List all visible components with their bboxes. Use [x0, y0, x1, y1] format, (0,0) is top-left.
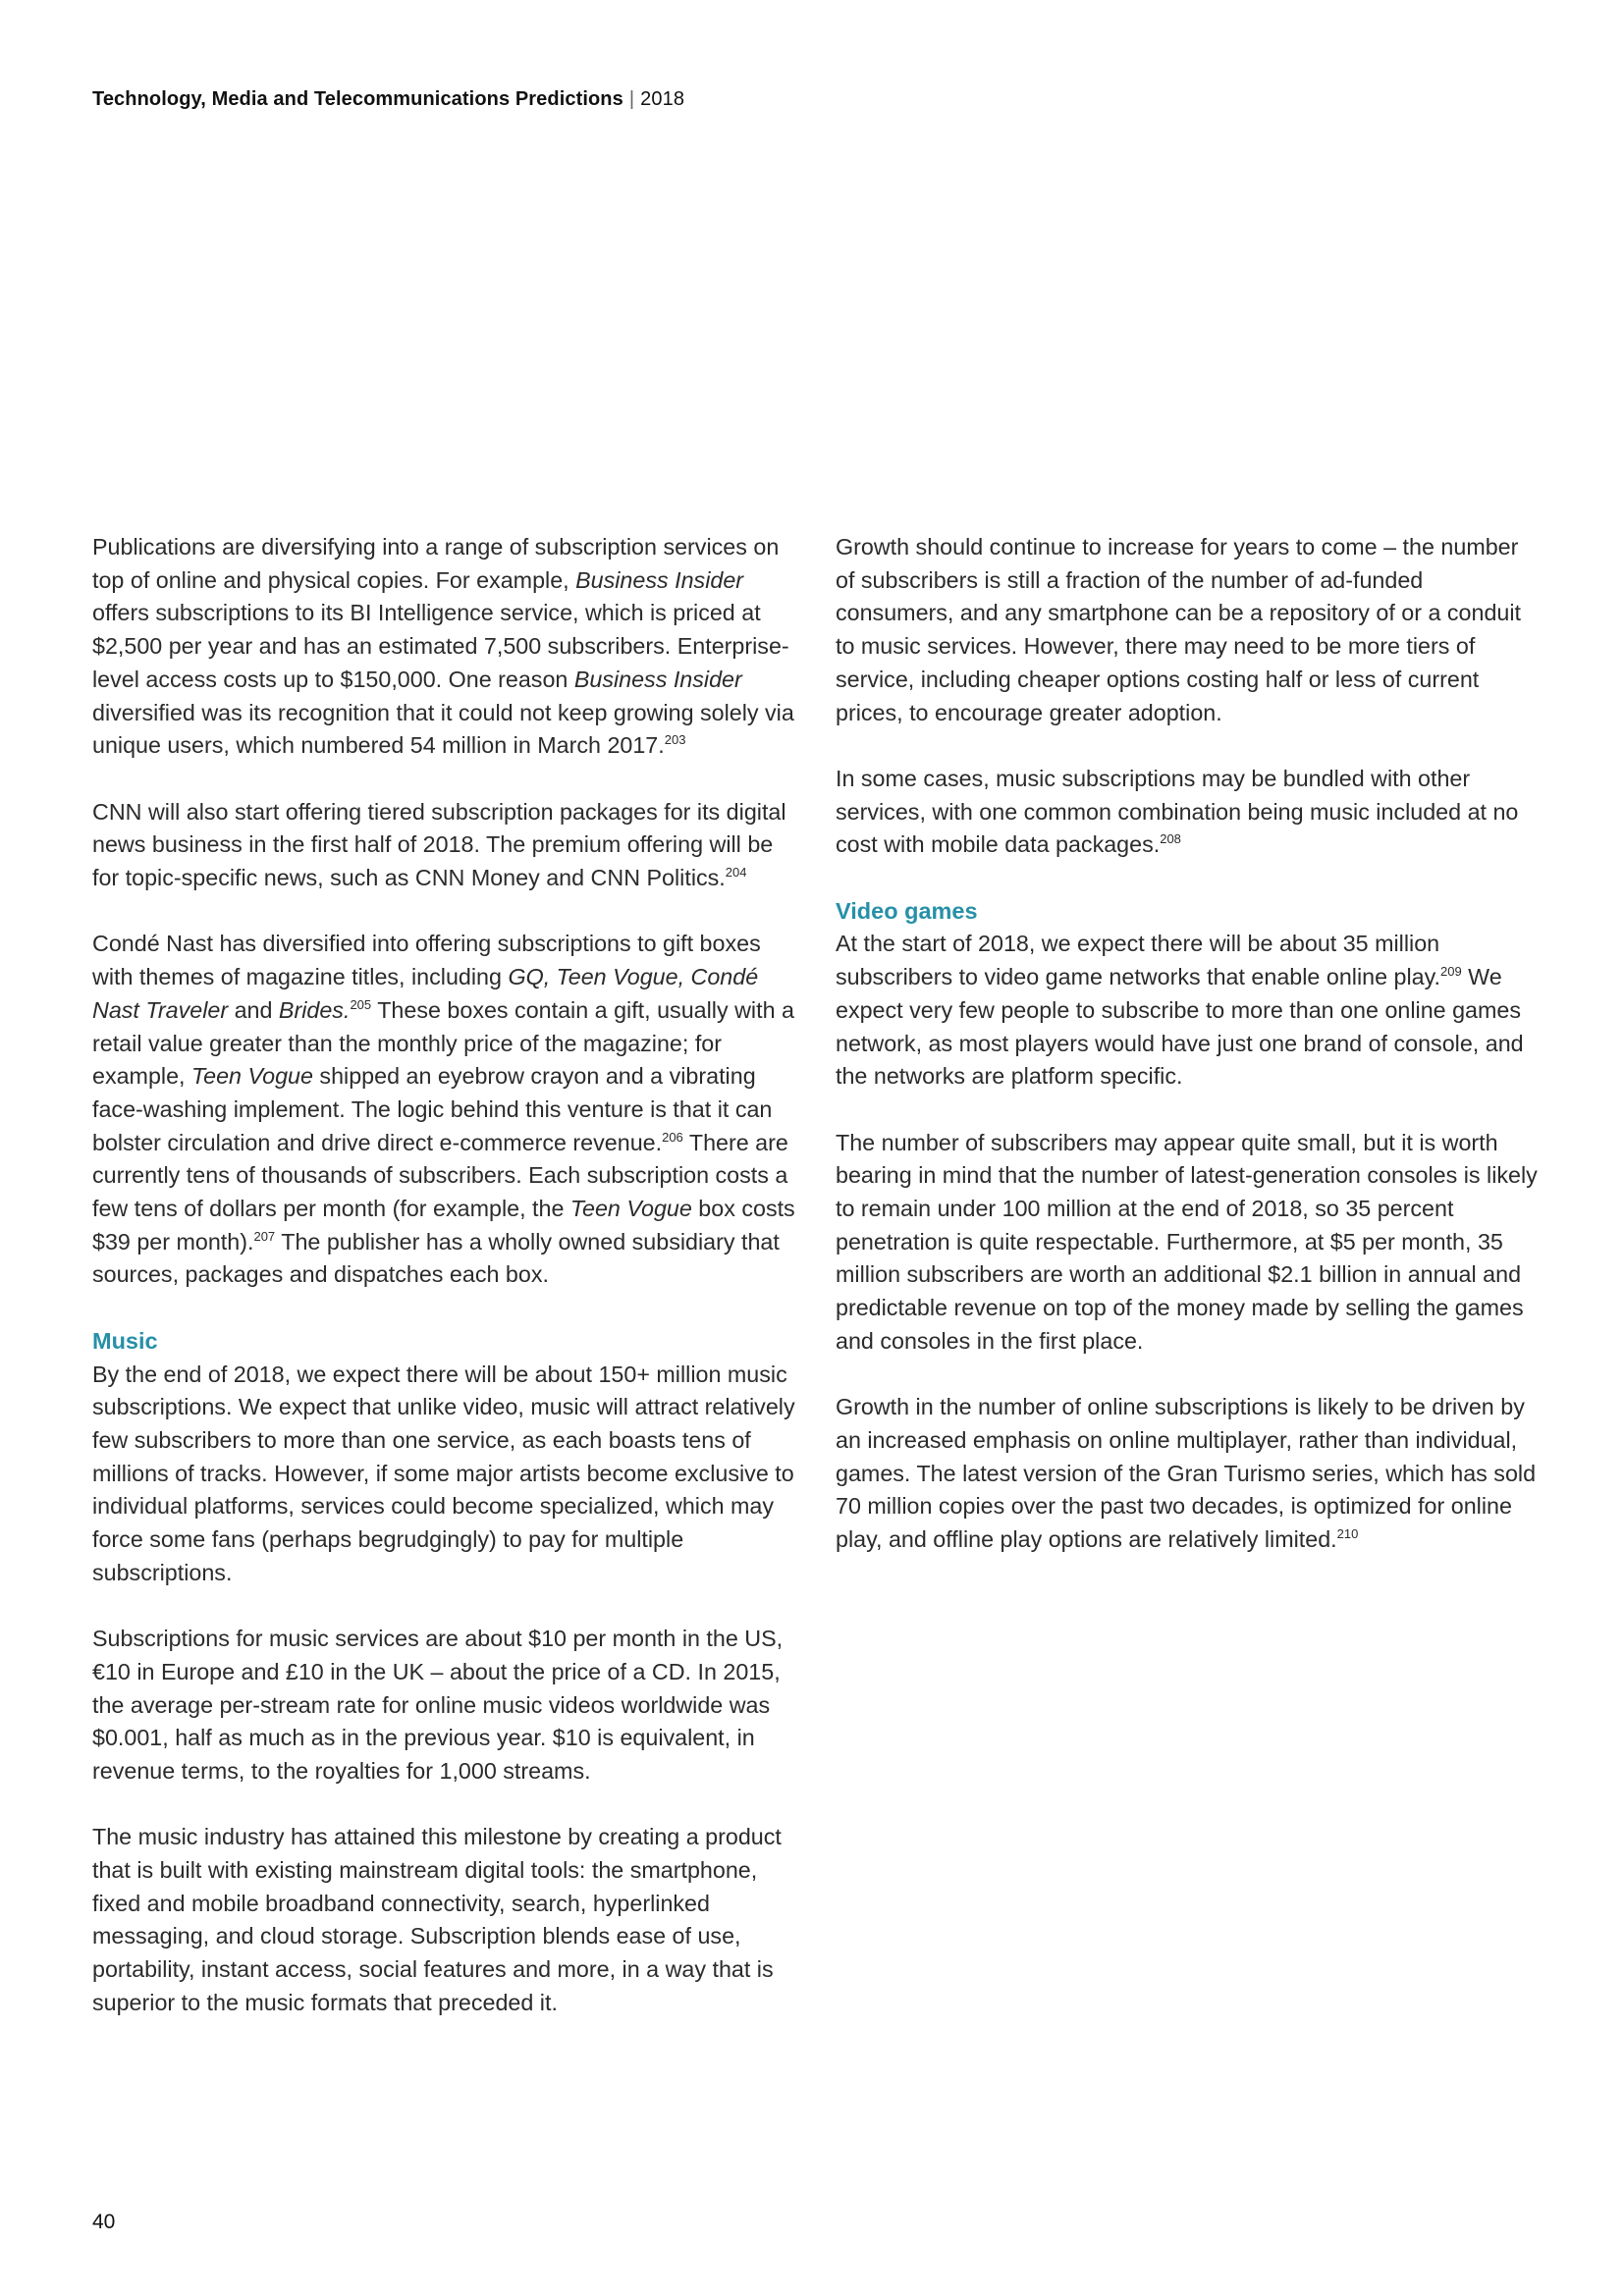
- text-run: The number of subscribers may appear quite small, but it is worth bearing in mind that the number of latest-generation consoles is likely to remain under 100 million at the end of 2018, so 35 percent penetration is quite respectable. Furthermore, at $5 per month, 35 million subscribers are worth an additional $2.1 billion in annual and predictable revenue on top of the money made by selling the games and consoles in the first place.: [836, 1129, 1538, 1354]
- footnote-ref: 203: [664, 732, 686, 748]
- footnote-ref: 207: [253, 1228, 276, 1244]
- text-run: Growth should continue to increase for years to come – the number of subscribers is still a fraction of the number of ad-funded consumers, and any smartphone can be a repository of or a conduit to music services. However, there may need to be more tiers of service, including cheaper options costing half or less of current prices, to encourage greater adoption.: [836, 534, 1522, 725]
- text-run: diversified was its recognition that it could not keep growing solely via unique users, which numbered 54 million in March 2017.: [92, 699, 794, 759]
- text-run: CNN will also start offering tiered subscription packages for its digital news business in the first half of 2018. The premium offering will be for topic-specific news, such as CNN Money and CNN Politics.: [92, 798, 786, 891]
- page-number: 40: [92, 2211, 116, 2233]
- text-run: box costs $39 per month).: [92, 1196, 795, 1255]
- footnote-ref: 208: [1160, 831, 1181, 847]
- paragraph-subscriber-numbers: [836, 1127, 1543, 1359]
- text-run: Growth in the number of online subscriptions is likely to be driven by an increased emphasis on online multiplayer, rather than individual, games. The latest version of the Gran Turismo series, which has sold 70 million copies over the past two decades, is optimized for online play, and offline play options are relatively limited.: [836, 1394, 1537, 1553]
- text-run: The publisher has a wholly owned subsidiary that sources, packages and dispatches each box.: [92, 1228, 780, 1288]
- section-heading-music: Music: [92, 1327, 158, 1354]
- paragraph-music-industry: [92, 1821, 799, 2019]
- right-column: [836, 531, 1543, 1589]
- text-run: Publications are diversifying into a range of subscription services on top of online and physical copies. For example,: [92, 534, 780, 593]
- footnote-ref: 206: [662, 1129, 683, 1145]
- footnote-ref: 205: [350, 996, 372, 1012]
- text-run: We expect very few people to subscribe to more than one online games network, as most players would have just one brand of console, and the networks are platform specific.: [836, 964, 1524, 1090]
- text-run: At the start of 2018, we expect there will be about 35 million subscribers to video game networks that enable online play.: [836, 931, 1440, 990]
- paragraph-bundles: [836, 763, 1543, 862]
- paragraph-video-game-networks: [836, 928, 1543, 1094]
- paragraph-business-insider: [92, 531, 799, 763]
- footnote-ref: 204: [725, 865, 747, 881]
- text-run: By the end of 2018, we expect there will be about 150+ million music subscriptions. We expect that unlike video, music will attract relatively few subscribers to more than one service, as each boasts tens of millions of tracks. However, if some major artists become exclusive to individual platforms, services could become specialized, which may force some fans (perhaps begrudgingly) to pay for multiple subscriptions.: [92, 1361, 795, 1585]
- header-year: 2018: [640, 88, 685, 110]
- paragraph-cnn: [92, 796, 799, 895]
- text-run: and: [228, 996, 279, 1023]
- text-run: There are currently tens of thousands of subscribers. Each subscription costs a few tens of dollars per month (for example, the: [92, 1129, 788, 1222]
- text-run: shipped an eyebrow crayon and a vibrating face-washing implement. The logic behind this venture is that it can bolster circulation and drive direct e-commerce revenue.: [92, 1063, 773, 1155]
- paragraph-online-multiplayer: [836, 1391, 1543, 1557]
- italic-title: Business Insider: [573, 666, 742, 692]
- text-run: Condé Nast has diversified into offering subscriptions to gift boxes with themes of magazine titles, including: [92, 931, 761, 990]
- text-run: In some cases, music subscriptions may be bundled with other services, with one common combination being music included at no cost with mobile data packages.: [836, 765, 1519, 858]
- italic-title: GQ, Teen Vogue, Condé Nast Traveler: [92, 964, 759, 1023]
- paragraph-music-subscriptions: [92, 1359, 799, 1590]
- section-heading-video-games: Video games: [836, 897, 978, 924]
- footnote-ref: 210: [1336, 1526, 1359, 1542]
- running-header: [92, 88, 684, 111]
- header-separator: |: [628, 88, 635, 110]
- text-run: offers subscriptions to its BI Intelligence service, which is priced at $2,500 per year and has an estimated 7,500 subscribers. Enterprise-level access costs up to $150,000. One reason: [92, 600, 789, 692]
- text-run: These boxes contain a gift, usually with a retail value greater than the monthly price of the magazine; for example,: [92, 996, 794, 1090]
- paragraph-conde-nast: [92, 928, 799, 1292]
- paragraph-growth: [836, 531, 1543, 729]
- footnote-ref: 209: [1440, 964, 1462, 980]
- header-title: Technology, Media and Telecommunications Predictions: [92, 88, 623, 110]
- italic-title: Teen Vogue: [191, 1063, 313, 1090]
- text-run: Subscriptions for music services are about $10 per month in the US, €10 in Europe and £10 in the UK – about the price of a CD. In 2015, the average per-stream rate for online music videos worldwide was $0.001, half as much as in the previous year. $10 is equivalent, in revenue terms, to the royalties for 1,000 streams.: [92, 1626, 784, 1784]
- italic-title: Teen Vogue: [569, 1196, 692, 1222]
- text-run: The music industry has attained this milestone by creating a product that is built with existing mainstream digital tools: the smartphone, fixed and mobile broadband connectivity, search, hyperlinked messaging, and cloud storage. Subscription blends ease of use, portability, instant access, social features and more, in a way that is superior to the music formats that preceded it.: [92, 1824, 782, 2015]
- italic-title: Brides.: [278, 996, 351, 1023]
- left-column: [92, 531, 799, 2053]
- paragraph-music-pricing: [92, 1623, 799, 1789]
- italic-title: Business Insider: [575, 566, 744, 593]
